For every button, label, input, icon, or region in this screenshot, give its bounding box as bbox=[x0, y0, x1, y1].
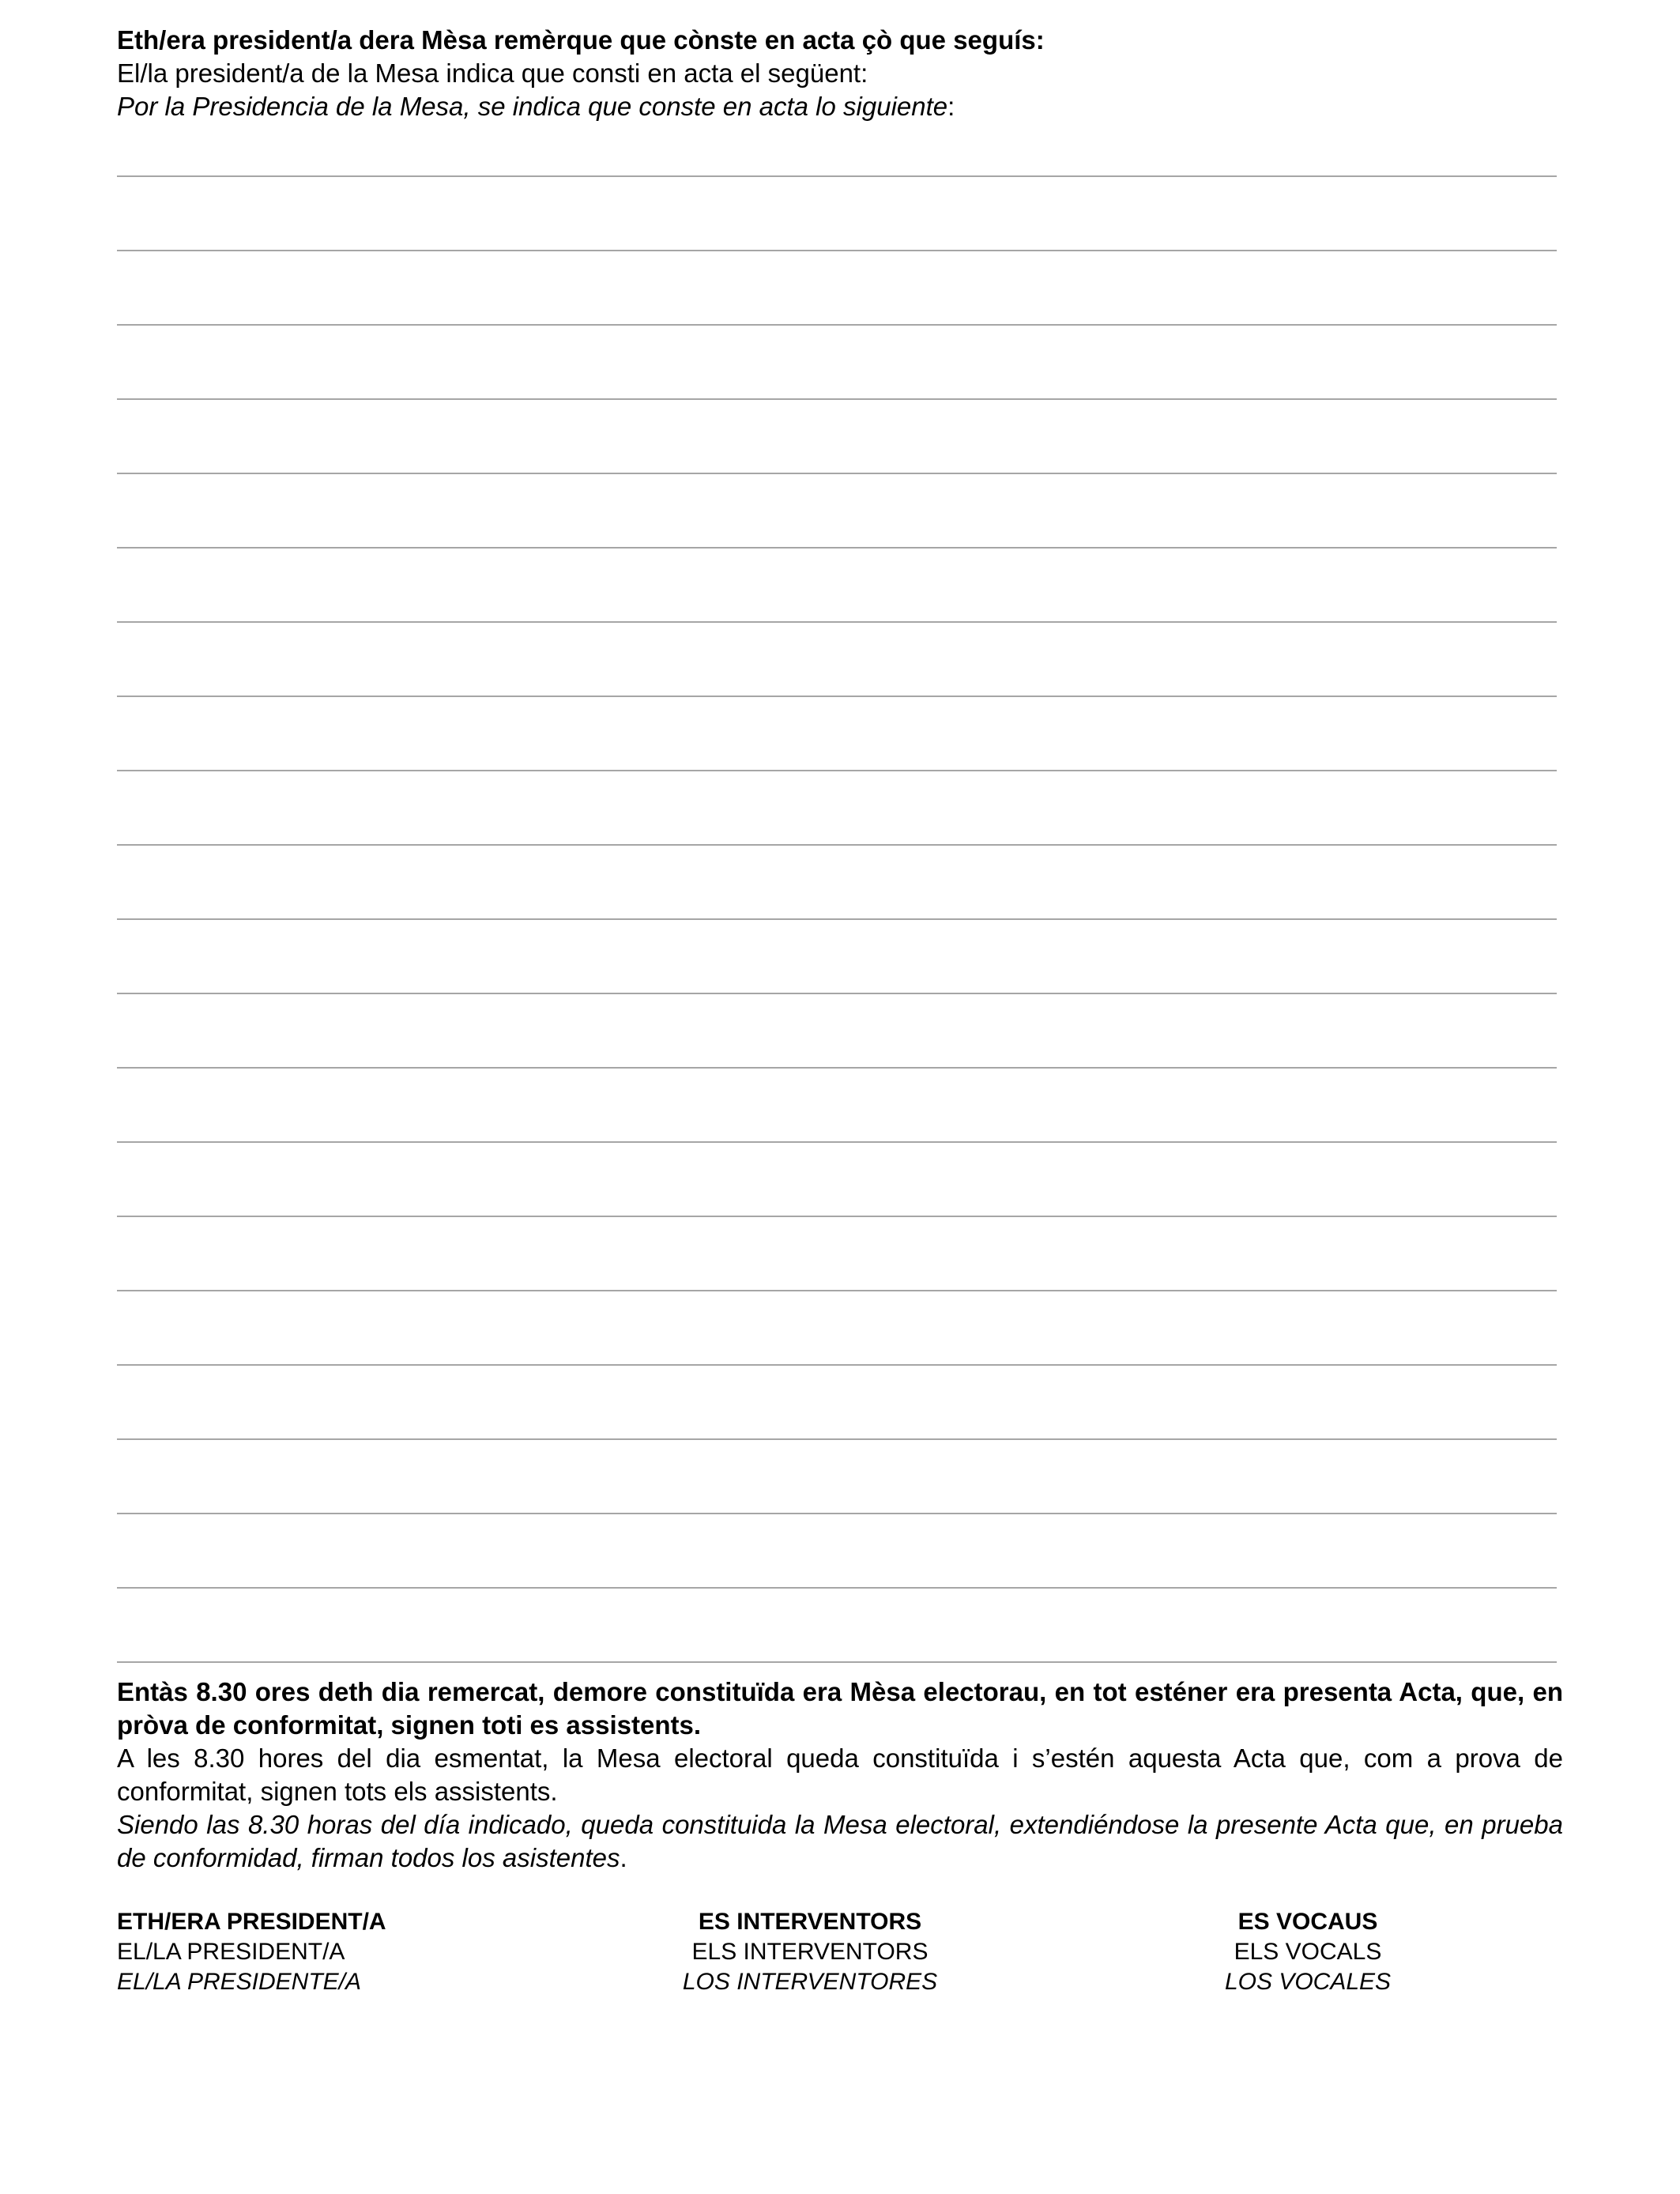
intro-spanish-line bbox=[117, 90, 1563, 123]
interventors-aranese: ES INTERVENTORS bbox=[698, 1909, 922, 1935]
writing-line bbox=[117, 697, 1557, 771]
writing-line bbox=[117, 1514, 1557, 1589]
vocals-spanish: LOS VOCALES bbox=[1224, 1969, 1392, 1995]
vocals-aranese: ES VOCAUS bbox=[1237, 1909, 1378, 1935]
interventors-catalan: ELS INTERVENTORS bbox=[691, 1939, 929, 1965]
writing-line bbox=[117, 1143, 1557, 1217]
writing-lines bbox=[117, 175, 1557, 1663]
closing-aranese: Entàs 8.30 ores deth dia remercat, demore constituïda era Mèsa electorau, en tot esténer era presenta Acta, que, en pròva de conformitat, signen toti es assistents. bbox=[117, 1677, 1563, 1740]
signature-president bbox=[117, 1907, 386, 1997]
writing-line bbox=[117, 177, 1557, 251]
closing-spanish: Siendo las 8.30 horas del día indicado, queda constituida la Mesa electoral, extendiéndose la presente Acta que, en prueba de conformidad, firman todos los asistentes bbox=[117, 1810, 1563, 1872]
intro-block bbox=[117, 24, 1563, 123]
writing-line bbox=[117, 994, 1557, 1069]
writing-line bbox=[117, 1440, 1557, 1514]
writing-line bbox=[117, 474, 1557, 548]
intro-catalan: El/la president/a de la Mesa indica que consti en acta el següent: bbox=[117, 58, 868, 88]
writing-line bbox=[117, 771, 1557, 846]
intro-aranese: Eth/era president/a dera Mèsa remèrque que cònste en acta çò que seguís: bbox=[117, 25, 1045, 55]
president-catalan: EL/LA PRESIDENT/A bbox=[117, 1939, 345, 1965]
closing-spanish-period: . bbox=[620, 1843, 627, 1872]
interventors-spanish: LOS INTERVENTORES bbox=[682, 1969, 938, 1995]
writing-line bbox=[117, 1589, 1557, 1663]
intro-spanish: Por la Presidencia de la Mesa, se indica que conste en acta lo siguiente bbox=[117, 92, 948, 121]
signature-vocals bbox=[1189, 1907, 1426, 1997]
writing-line bbox=[117, 1217, 1557, 1291]
writing-line bbox=[117, 1069, 1557, 1143]
writing-line bbox=[117, 251, 1557, 326]
writing-line bbox=[117, 623, 1557, 697]
vocals-catalan: ELS VOCALS bbox=[1234, 1939, 1382, 1965]
closing-spanish-line bbox=[117, 1808, 1563, 1875]
signature-interventors bbox=[652, 1907, 968, 1997]
signature-headers bbox=[0, 1907, 1680, 2002]
writing-line bbox=[117, 548, 1557, 623]
president-aranese: ETH/ERA PRESIDENT/A bbox=[117, 1909, 386, 1935]
closing-block bbox=[117, 1676, 1563, 1875]
writing-line bbox=[117, 1291, 1557, 1366]
president-spanish: EL/LA PRESIDENTE/A bbox=[117, 1969, 361, 1995]
writing-line bbox=[117, 920, 1557, 994]
writing-line bbox=[117, 846, 1557, 920]
writing-line bbox=[117, 400, 1557, 474]
closing-catalan: A les 8.30 hores del dia esmentat, la Mesa electoral queda constituïda i s’estén aquesta Acta que, com a prova de conformitat, signen tots els assistents. bbox=[117, 1744, 1563, 1806]
writing-line bbox=[117, 1366, 1557, 1440]
intro-spanish-colon: : bbox=[947, 92, 955, 121]
writing-line bbox=[117, 326, 1557, 400]
